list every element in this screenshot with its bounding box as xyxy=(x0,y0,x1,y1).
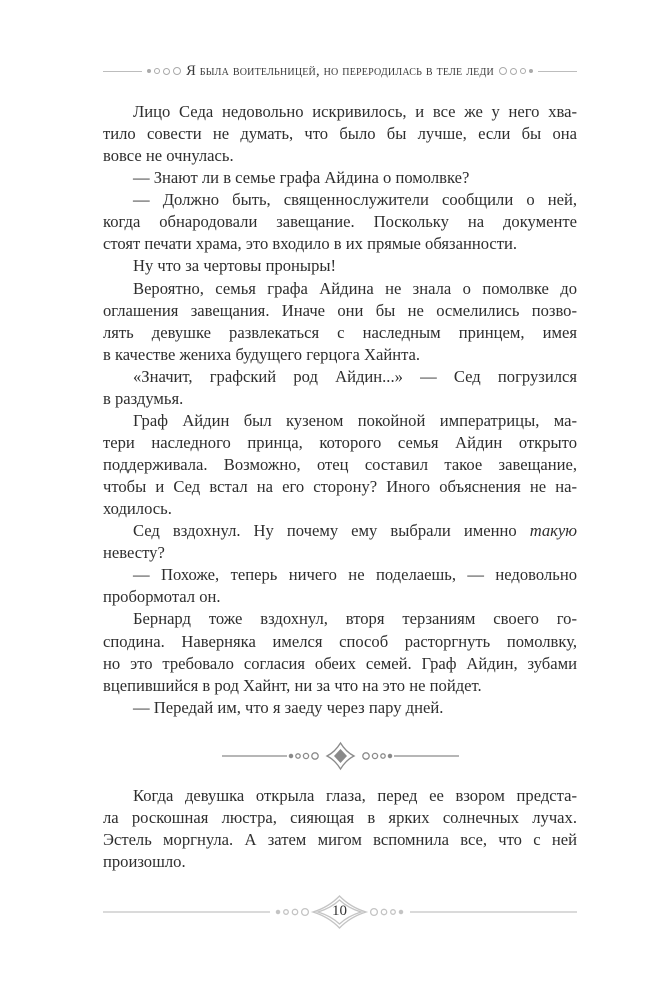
running-header xyxy=(103,60,577,82)
text-line: — Похоже, теперь ничего не поделаешь, — недовольно xyxy=(133,565,577,585)
page-number: 10 xyxy=(332,903,347,919)
text-line: ла роскошная люстра, сияющая в ярких солнечных лучах. xyxy=(103,808,577,828)
text-line: невесту? xyxy=(103,543,165,563)
text-line: в качестве жениха будущего герцога Хайнта. xyxy=(103,344,421,364)
page-footer xyxy=(0,893,666,933)
text-line: сподина. Наверняка имелся способ расторгнуть помолвку, xyxy=(103,631,577,651)
text-line: тери наследного принца, которого семья Айдин открыто xyxy=(103,432,577,452)
text-line: лять девушке развлекаться с наследным принцем, имея xyxy=(103,322,577,342)
header-dots-left xyxy=(147,67,181,75)
section-divider-ornament xyxy=(0,740,666,774)
text-segment: Сед вздохнул. Ну почему ему выбрали именно xyxy=(133,521,530,541)
text-line: вцепившийся в род Хайнт, ни за что на это не пойдет. xyxy=(103,675,482,695)
text-line: вовсе не очнулась. xyxy=(103,146,234,166)
text-line: ходилось. xyxy=(103,499,172,519)
italic-emphasis: такую xyxy=(529,521,577,541)
text-line: Вероятно, семья графа Айдина не знала о помолвке до xyxy=(133,278,577,298)
text-section-1 xyxy=(103,101,577,719)
text-line: Граф Айдин был кузеном покойной императрицы, ма- xyxy=(133,410,577,430)
text-line: поддерживала. Возможно, отец составил такое завещание, xyxy=(103,455,577,474)
header-rule-left xyxy=(103,71,142,72)
text-line: когда обнародовали завещание. Поскольку на документе xyxy=(103,212,577,232)
text-line: «Значит, графский род Айдин...» — Сед погрузился xyxy=(133,366,577,386)
text-line: оглашения завещания. Иначе они бы не осмелились позво- xyxy=(103,300,577,320)
text-line: Эстель моргнула. А затем мигом вспомнила все, что с ней xyxy=(103,830,577,850)
header-rule-right xyxy=(538,71,577,72)
text-line: пробормотал он. xyxy=(103,587,221,607)
text-line: — Знают ли в семье графа Айдина о помолвке? xyxy=(133,168,470,188)
text-line xyxy=(103,520,577,542)
header-dots-right xyxy=(499,67,533,75)
text-line: Бернард тоже вздохнул, вторя терзаниям своего го- xyxy=(133,609,577,629)
text-line: Когда девушка открыла глаза, перед ее взором предста- xyxy=(133,786,577,805)
text-line: — Должно быть, священнослужители сообщили о ней, xyxy=(133,190,577,210)
text-line: Лицо Седа недовольно искривилось, и все же у него хва- xyxy=(133,102,577,121)
text-line: — Передай им, что я заеду через пару дней. xyxy=(133,697,444,717)
text-line: Ну что за чертовы проныры! xyxy=(133,256,337,276)
text-line: но это требовало согласия обеих семей. Граф Айдин, зубами xyxy=(103,653,577,673)
text-line: в раздумья. xyxy=(103,388,184,408)
running-title: Я была воительницей, но переродилась в теле леди xyxy=(186,62,494,79)
text-line: стоят печати храма, это входило в их прямые обязанности. xyxy=(103,234,518,254)
text-line: чтобы и Сед встал на его сторону? Иного объяснения не на- xyxy=(103,477,577,497)
text-section-2 xyxy=(103,785,577,873)
text-line: тило совести не думать, что было бы лучше, если бы она xyxy=(103,124,577,144)
text-line: произошло. xyxy=(103,852,186,872)
